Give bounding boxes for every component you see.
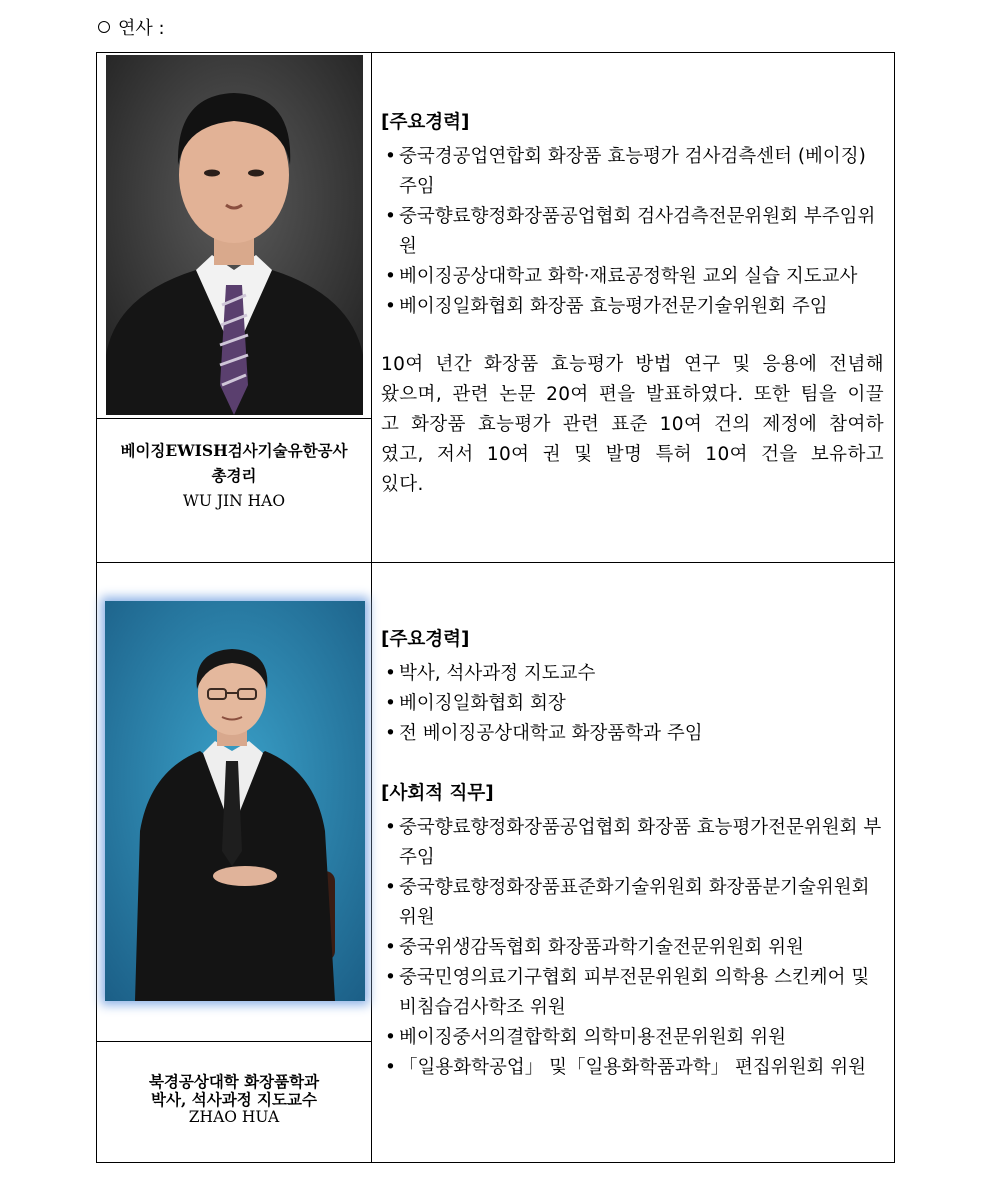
portrait-image — [106, 55, 363, 415]
speaker-caption — [97, 1073, 371, 1126]
circle-bullet-icon — [98, 21, 110, 33]
career-title: [주요경력] — [381, 112, 470, 133]
caption-name: WU JIN HAO — [182, 491, 286, 510]
social-title: [사회적 직무] — [381, 783, 494, 804]
career-list — [381, 142, 884, 322]
list-item: • 베이징일화협회 회장 — [381, 689, 884, 719]
list-item: • 베이징일화협회 화장품 효능평가전문기술위원회 주임 — [381, 292, 884, 322]
list-item: • 베이징중서의결합학회 의학미용전문위원회 위원 — [381, 1023, 884, 1053]
speaker-photo — [105, 601, 365, 1001]
section-heading — [98, 14, 165, 40]
heading-text: 연사 : — [118, 18, 165, 39]
caption-title: 총경리 — [211, 465, 257, 485]
speaker-caption — [97, 439, 371, 513]
caption-name: ZHAO HUA — [188, 1107, 280, 1126]
list-item: • 중국향료향정화장품공업협회 화장품 효능평가전문위원회 부주임 — [381, 813, 884, 873]
career-title: [주요경력] — [381, 629, 470, 650]
social-list — [381, 813, 884, 1083]
list-item: • 베이징공상대학교 화학·재료공정학원 교외 실습 지도교사 — [381, 262, 884, 292]
list-item: • 「일용화학공업」 및「일용화학품과학」 편집위원회 위원 — [381, 1053, 884, 1083]
list-item: • 중국향료향정화장품표준화기술위원회 화장품분기술위원회 위원 — [381, 873, 884, 933]
column-divider — [371, 563, 372, 1162]
list-item: • 중국위생감독협회 화장품과학기술전문위원회 위원 — [381, 933, 884, 963]
caption-org: 베이징EWISH검사기술유한공사 — [120, 441, 348, 460]
photo-caption-divider — [97, 418, 371, 419]
list-item: • 박사, 석사과정 지도교수 — [381, 659, 884, 689]
bio-paragraph: 10여 년간 화장품 효능평가 방법 연구 및 응용에 전념해왔으며, 관련 논문 20여 편을 발표하였다. 또한 팀을 이끌고 화장품 효능평가 관련 표준 10여 건의 제정에 참여하였고, 저서 10여 권 및 발명 특허 10여 건을 보유하고 있다. — [381, 354, 884, 495]
speaker-details — [381, 625, 884, 1083]
speaker-block-1 — [96, 52, 895, 563]
list-item: • 전 베이징공상대학교 화장품학과 주임 — [381, 719, 884, 749]
list-item: • 중국민영의료기구협회 피부전문위원회 의학용 스킨케어 및 비침습검사학조 위원 — [381, 963, 884, 1023]
speaker-block-2 — [96, 562, 895, 1163]
portrait-image — [105, 601, 365, 1001]
list-item: • 중국경공업연합회 화장품 효능평가 검사검측센터 (베이징) 주임 — [381, 142, 884, 202]
speaker-details — [381, 108, 884, 500]
column-divider — [371, 53, 372, 562]
photo-caption-divider — [97, 1041, 371, 1042]
speaker-photo — [106, 55, 363, 415]
caption-org: 북경공상대학 화장품학과 — [148, 1072, 320, 1091]
caption-title: 박사, 석사과정 지도교수 — [151, 1089, 317, 1109]
list-item: • 중국향료향정화장품공업협회 검사검측전문위원회 부주임위원 — [381, 202, 884, 262]
career-list — [381, 659, 884, 749]
